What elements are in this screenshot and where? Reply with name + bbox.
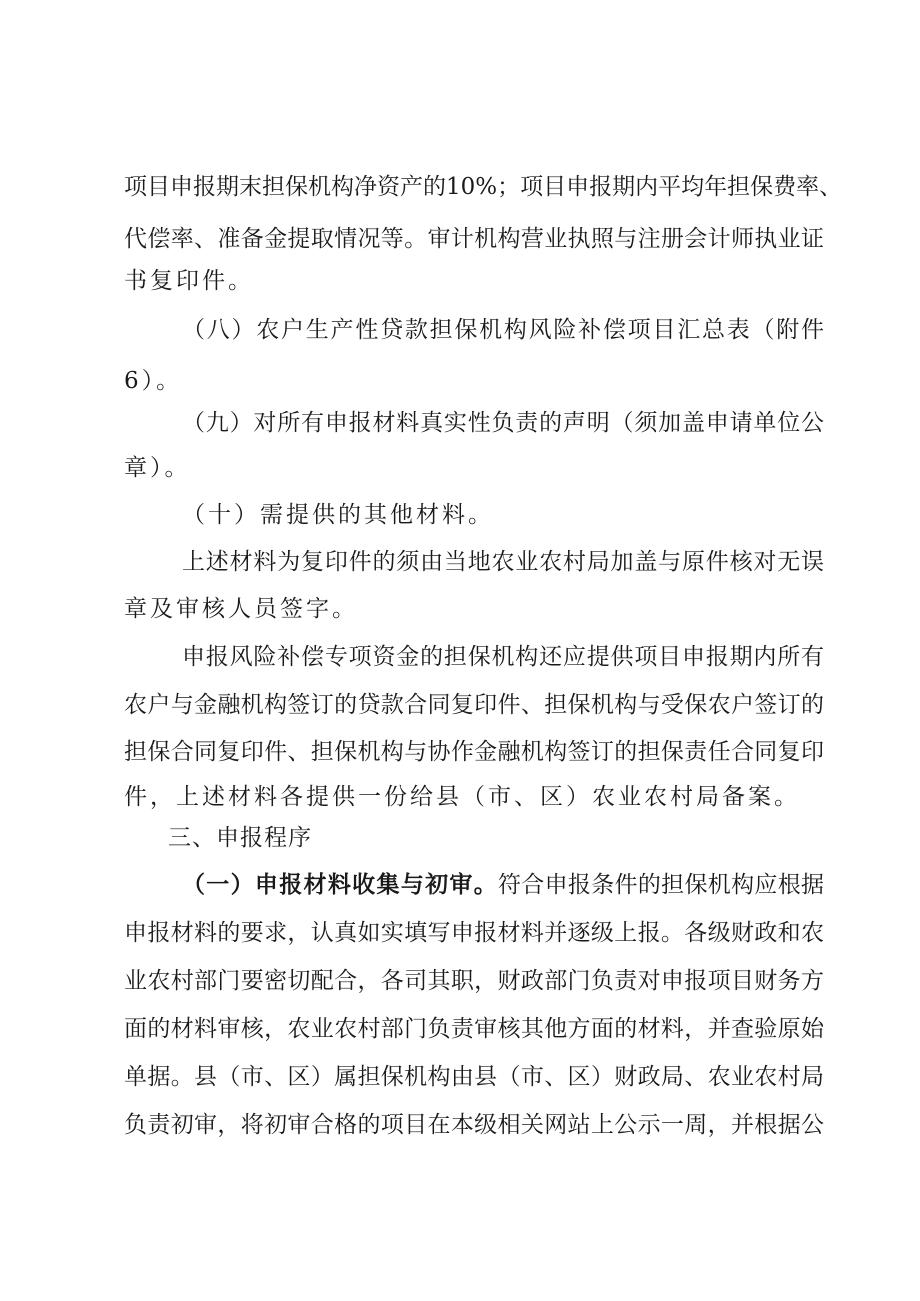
- text-line: 申报材料的要求，认真如实填写申报材料并逐级上报。各级财政和农: [124, 920, 824, 946]
- text-line: 6）。: [124, 368, 183, 394]
- text-line: 章及审核人员签字。: [124, 596, 358, 622]
- list-item-9: （九）对所有申报材料真实性负责的声明（须加盖申请单位公: [182, 410, 824, 436]
- text-line: 农户与金融机构签订的贷款合同复印件、担保机构与受保农户签订的: [124, 692, 824, 718]
- step-1-title: （一）申报材料收集与初审。: [182, 872, 498, 898]
- text-line: 申报风险补偿专项资金的担保机构还应提供项目申报期内所有: [182, 644, 824, 670]
- step-1-first-line: [182, 870, 824, 900]
- text-line: 上述材料为复印件的须由当地农业农村局加盖与原件核对无误: [182, 549, 824, 575]
- list-item-8: （八）农户生产性贷款担保机构风险补偿项目汇总表（附件: [182, 317, 824, 343]
- text-line: 单据。县（市、区）属担保机构由县（市、区）财政局、农业农村局: [124, 1064, 824, 1090]
- list-item-10: （十）需提供的其他材料。: [182, 502, 494, 528]
- section-heading: 三、申报程序: [168, 825, 312, 851]
- text-span: 符合申报条件的担保机构应根据: [498, 872, 825, 898]
- text-line: 业农村部门要密切配合，各司其职，财政部门负责对申报项目财务方: [124, 968, 824, 994]
- text-line: 代偿率、准备金提取情况等。审计机构营业执照与注册会计师执业证: [124, 226, 824, 252]
- text-line: 件，上述材料各提供一份给县（市、区）农业农村局备案。: [124, 784, 800, 810]
- text-line: 项目申报期末担保机构净资产的10%；项目申报期内平均年担保费率、: [124, 174, 843, 200]
- text-line: 书复印件。: [124, 268, 254, 294]
- text-line: 面的材料审核，农业农村部门负责审核其他方面的材料，并查验原始: [124, 1016, 824, 1042]
- text-line: 章）。: [124, 455, 191, 481]
- text-line: 负责初审，将初审合格的项目在本级相关网站上公示一周，并根据公: [124, 1112, 824, 1138]
- text-line: 担保合同复印件、担保机构与协作金融机构签订的担保责任合同复印: [124, 739, 824, 765]
